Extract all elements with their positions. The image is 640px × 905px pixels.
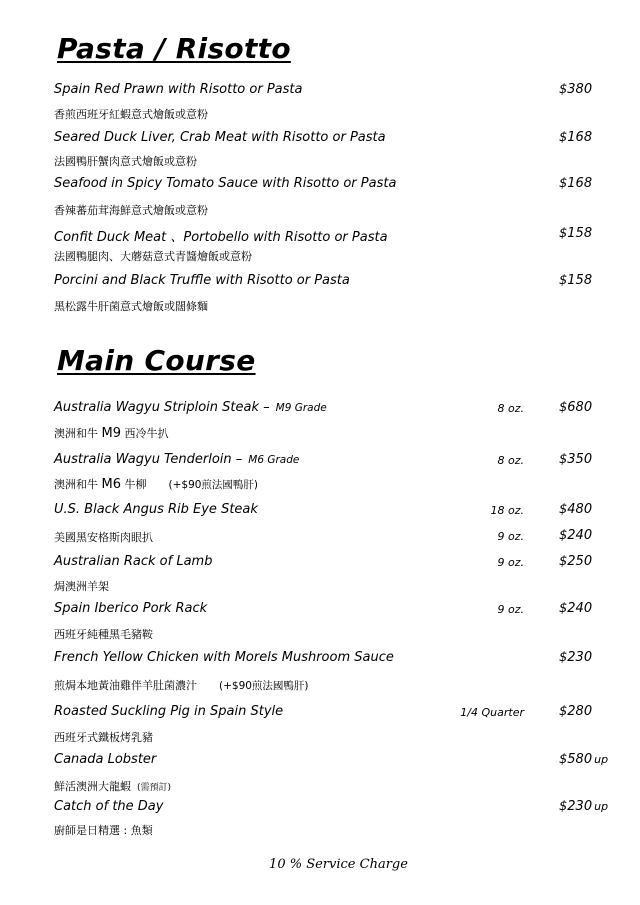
- dish-name-zh: [54, 476, 258, 492]
- dish-price: [559, 752, 608, 767]
- dish-name-en: Porcini and Black Truffle with Risotto or Pasta: [54, 273, 350, 288]
- price-value: $230: [559, 799, 593, 814]
- main-course-section-title: Main Course: [57, 344, 256, 377]
- dish-price: $280: [559, 704, 593, 719]
- dish-size: 8 oz.: [497, 402, 524, 415]
- dish-name-zh: 西班牙純種黑毛豬鞍: [54, 628, 153, 641]
- dish-size: 1/4 Quarter: [460, 706, 524, 719]
- dish-price-alt: $240: [559, 528, 593, 543]
- price-value: $580: [559, 752, 593, 767]
- zh-grade: M6: [101, 477, 121, 492]
- dish-name-en: U.S. Black Angus Rib Eye Steak: [54, 502, 258, 517]
- dish-name-zh: 黑松露牛肝菌意式燴飯或闊條麵: [54, 300, 208, 313]
- addon-note: (+$90煎法國鴨肝): [219, 680, 309, 692]
- dish-price: $680: [559, 400, 593, 415]
- dish-name-text: Australia Wagyu Striploin Steak –: [54, 400, 270, 415]
- pasta-section-title: Pasta / Risotto: [57, 32, 291, 65]
- dish-name-en: French Yellow Chicken with Morels Mushroom Sauce: [54, 650, 394, 665]
- dish-size: 18 oz.: [490, 504, 524, 517]
- dish-price: $350: [559, 452, 593, 467]
- dish-price: $158: [559, 273, 593, 288]
- dish-price: $250: [559, 554, 593, 569]
- dish-name-en: Seared Duck Liver, Crab Meat with Risotto or Pasta: [54, 130, 386, 145]
- preorder-note: (需預訂): [137, 783, 172, 793]
- dish-price: [559, 799, 608, 814]
- dish-name-zh: [54, 425, 169, 441]
- dish-name-en: [54, 400, 327, 415]
- dish-name-en: [54, 452, 299, 467]
- dish-name-en: Catch of the Day: [54, 799, 164, 814]
- dish-name-en: Spain Iberico Pork Rack: [54, 601, 208, 616]
- addon-note: (+$90煎法國鴨肝): [168, 479, 259, 491]
- dish-size-alt: 9 oz.: [497, 530, 524, 543]
- dish-name-zh: [54, 677, 309, 693]
- dish-name-en: Canada Lobster: [54, 752, 157, 767]
- dish-name-en: Confit Duck Meat 、Portobello with Risotto or Pasta: [54, 230, 388, 245]
- grade-label: M9 Grade: [275, 402, 327, 414]
- dish-name-zh: 香煎西班牙紅蝦意式燴飯或意粉: [54, 108, 208, 121]
- zh-text: 煎焗本地黃油雞伴羊肚菌濃汁: [54, 679, 197, 692]
- dish-name-text: Australia Wagyu Tenderloin –: [54, 452, 243, 467]
- price-suffix: up: [594, 753, 609, 766]
- dish-name-zh: 法國鴨肝蟹肉意式燴飯或意粉: [54, 155, 197, 168]
- dish-name-zh: 香辣蕃茄茸海鮮意式燴飯或意粉: [54, 204, 208, 217]
- dish-size: 9 oz.: [497, 603, 524, 616]
- dish-name-zh: 西班牙式鐵板烤乳豬: [54, 731, 153, 744]
- zh-text: 鮮活澳洲大龍蝦: [54, 780, 131, 793]
- zh-text: 牛柳: [124, 478, 147, 491]
- dish-name-en: Roasted Suckling Pig in Spain Style: [54, 704, 284, 719]
- dish-name-en: Spain Red Prawn with Risotto or Pasta: [54, 82, 303, 97]
- price-suffix: up: [594, 800, 609, 813]
- dish-name-zh: 焗澳洲羊架: [54, 580, 109, 593]
- dish-name-en: Seafood in Spicy Tomato Sauce with Risotto or Pasta: [54, 176, 397, 191]
- zh-text: 澳洲和牛: [54, 478, 98, 491]
- dish-name-zh: [54, 778, 171, 794]
- dish-name-zh: 法國鴨腿肉、大蘑菇意式青醬燴飯或意粉: [54, 250, 252, 263]
- dish-price: $480: [559, 502, 593, 517]
- dish-price: $380: [559, 82, 593, 97]
- dish-name-zh: 美國黑安格斯肉眼扒: [54, 531, 153, 544]
- dish-price: $240: [559, 601, 593, 616]
- service-charge-note: 10 % Service Charge: [269, 857, 408, 872]
- dish-name-en: Australian Rack of Lamb: [54, 554, 213, 569]
- dish-price: $230: [559, 650, 593, 665]
- grade-label: M6 Grade: [248, 454, 300, 466]
- dish-price: $158: [559, 226, 593, 241]
- zh-text: 澳洲和牛: [54, 427, 98, 440]
- dish-name-zh: 廚師是日精選 : 魚類: [54, 824, 153, 837]
- dish-size: 8 oz.: [497, 454, 524, 467]
- zh-grade: M9: [101, 426, 121, 441]
- zh-text: 西冷牛扒: [124, 427, 169, 440]
- dish-size: 9 oz.: [497, 556, 524, 569]
- dish-price: $168: [559, 130, 593, 145]
- dish-price: $168: [559, 176, 593, 191]
